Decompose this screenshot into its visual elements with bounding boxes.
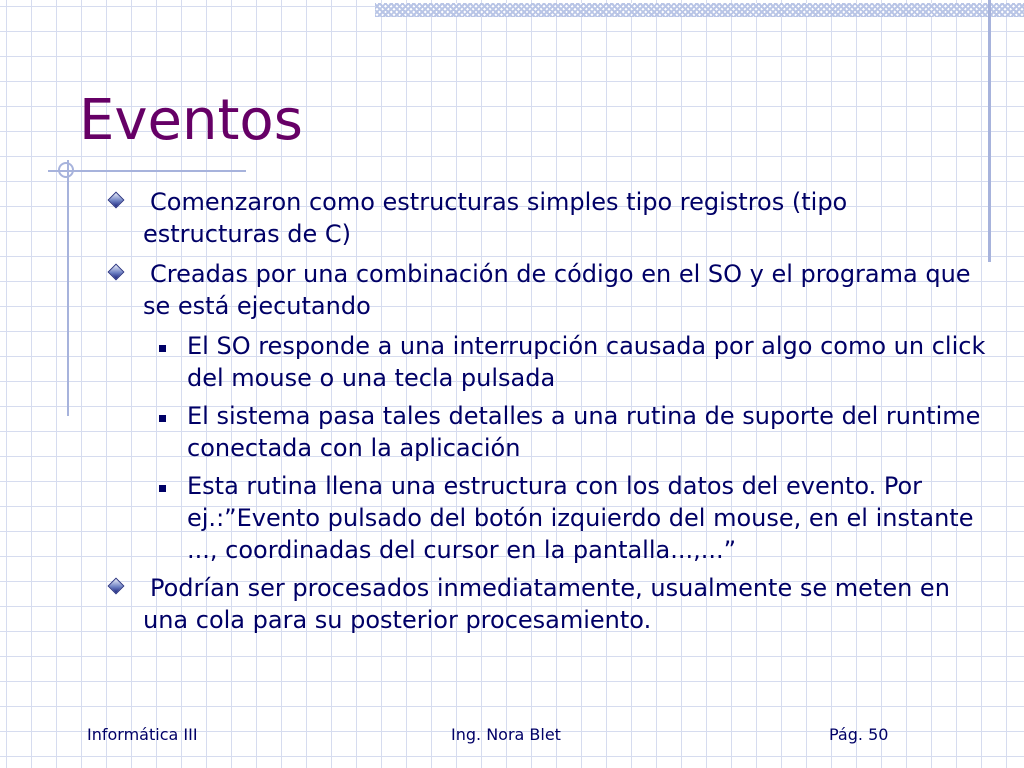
decorative-title-rule	[48, 170, 246, 172]
diamond-bullet-icon	[108, 192, 125, 209]
bullet-text: Creadas por una combinación de código en el SO y el programa que se está ejecutando	[143, 260, 971, 320]
footer-author: Ing. Nora Blet	[451, 725, 561, 744]
bullet-text: Comenzaron como estructuras simples tipo registros (tipo estructuras de C)	[143, 188, 848, 248]
sub-bullet-text: El SO responde a una interrupción causada por algo como un click del mouse o una tecla pulsada	[187, 332, 986, 392]
square-bullet-icon	[159, 415, 166, 422]
bullet-item	[108, 572, 988, 636]
decorative-circle-icon	[58, 162, 74, 178]
sub-bullet-item	[108, 400, 988, 464]
bullet-text: Podrían ser procesados inmediatamente, usualmente se meten en una cola para su posterior procesamiento.	[143, 574, 950, 634]
decorative-left-rule	[67, 160, 69, 416]
sub-bullet-text: Esta rutina llena una estructura con los datos del evento. Por ej.:”Evento pulsado del botón izquierdo del mouse, en el instante ..., coordinadas del cursor en la pantalla...,...”	[187, 472, 974, 564]
sub-bullet-text: El sistema pasa tales detalles a una rutina de suporte del runtime conectada con la aplicación	[187, 402, 981, 462]
decorative-top-band	[375, 3, 1024, 17]
square-bullet-icon	[159, 345, 166, 352]
diamond-bullet-icon	[108, 578, 125, 595]
footer-course: Informática III	[87, 725, 198, 744]
diamond-bullet-icon	[108, 264, 125, 281]
square-bullet-icon	[159, 485, 166, 492]
sub-bullet-item	[108, 470, 988, 566]
bullet-item	[108, 186, 988, 250]
slide-title: Eventos	[79, 88, 303, 153]
slide-content	[108, 186, 988, 644]
bullet-item	[108, 258, 988, 322]
decorative-right-rule	[988, 0, 991, 262]
footer-page-number: Pág. 50	[829, 725, 889, 744]
sub-bullet-item	[108, 330, 988, 394]
